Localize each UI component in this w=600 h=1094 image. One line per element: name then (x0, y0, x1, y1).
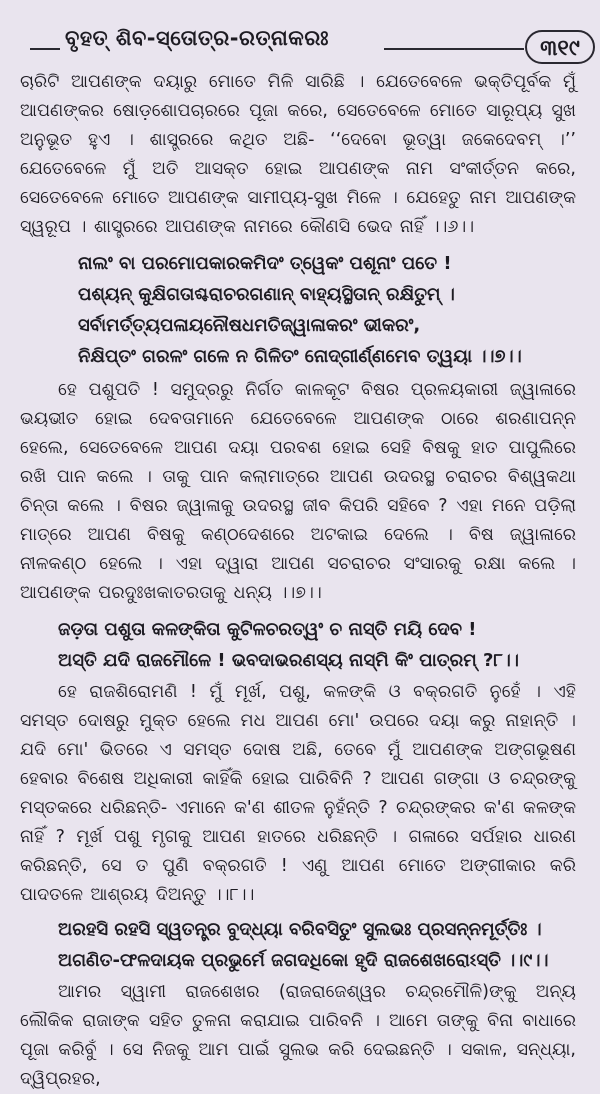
page-body (20, 68, 576, 1094)
verse-line: ସର୍ବାମର୍ତ୍ତ୍ୟପଳାୟନୌଷଧମତିଜ୍ୱାଳାକରଂ ଭୀକରଂ, (78, 315, 421, 336)
verse-7 (20, 248, 576, 372)
verse-8 (20, 614, 576, 676)
commentary-paragraph-9: ଆମର ସ୍ୱାମୀ ରାଜଶେଖର (ରାଜରାଜେଶ୍ୱର ଚନ୍ଦ୍ରମୌଳି)ଙ୍କୁ ଅନ୍ୟ ଲୌକିକ ରାଜାଙ୍କ ସହିତ ତୁଳନା କରାଯାଇ ପାରିବନି । ଆମେ ତାଙ୍କୁ ବିନା ବାଧାରେ ପୂଜା କରିବୁଁ । ସେ ନିଜକୁ ଆମ ପାଇଁ ସୁଲଭ କରି ଦେଇଛନ୍ତି । ସକାଳ, ସନ୍ଧ୍ୟା, ଦ୍ୱିପ୍ରହର, (20, 982, 576, 1089)
commentary-paragraph-7: ହେ ପଶୁପତି ! ସମୁଦ୍ରରୁ ନିର୍ଗତ କାଳକୂଟ ବିଷର ପ୍ରଳୟକାରୀ ଜ୍ୱାଳାରେ ଭୟଭୀତ ହୋଇ ଦେବତାମାନେ ଯେତେବେଳେ ଆପଣଙ୍କ ଠାରେ ଶରଣାପନ୍ନ ହେଲେ, ସେତେବେଳେ ଆପଣ ଦୟା ପରବଶ ହୋଇ ସେହି ବିଷକୁ ହାତ ପାପୁଲିରେ ରଖି ପାନ କଲେ । ତାକୁ ପାନ କଲାମାତ୍ରେ ଆପଣ ଉଦରସ୍ଥ ଚରାଚର ବିଶ୍ୱକଥା ଚିନ୍ତା କଲେ । ବିଷର ଜ୍ୱାଳାକୁ ଉଦରସ୍ଥ ଜୀବ କିପରି ସହିବେ ? ଏହା ମନେ ପଡ଼ିଲା ମାତ୍ରେ ଆପଣ ବିଷକୁ କଣ୍ଠଦେଶରେ ଅଟକାଇ ଦେଲେ । ବିଷ ଜ୍ୱାଳାରେ ନୀଳକଣ୍ଠ ହେଲେ । ଏହା ଦ୍ୱାରା ଆପଣ ସଚରାଚର ସଂସାରକୁ ରକ୍ଷା କଲେ । ଆପଣଙ୍କ ପରଦୁଃଖକାତରତାକୁ ଧନ୍ୟ ।।୭।। (20, 380, 576, 603)
page-number: ୩୧୯ (525, 30, 595, 64)
verse-line: ନାଲଂ ବା ପରମୋପକାରକମିଦଂ ତ୍ୱେକଂ ପଶୂନାଂ ପତେ ! (78, 253, 452, 274)
verse-line: ପଶ୍ୟନ୍ କୁକ୍ଷିଗତାଶ୍ଚରାଚରଗଣାନ୍ ବାହ୍ୟସ୍ଥିତାନ୍ ରକ୍ଷିତୁମ୍ । (78, 284, 455, 305)
verse-line: ଅରହସି ରହସି ସ୍ୱତନ୍ତ୍ର ବୁଦ୍ଧ୍ୟା ବରିବସିତୁଂ ସୁଲଭଃ ପ୍ରସନ୍ନମୂର୍ତ୍ତିଃ । (58, 919, 542, 940)
commentary-paragraph-8: ହେ ରାଜଶିରୋମଣି ! ମୁଁ ମୂର୍ଖ, ପଶୁ, କଳଙ୍କି ଓ ବକ୍ରଗତି ନୁହେଁ । ଏହି ସମସ୍ତ ଦୋଷରୁ ମୁକ୍ତ ହେଲେ ମଧ ଆପଣ ମୋ' ଉପରେ ଦୟା କରୁ ନାହାନ୍ତି । ଯଦି ମୋ' ଭିତରେ ଏ ସମସ୍ତ ଦୋଷ ଅଛି, ତେବେ ମୁଁ ଆପଣଙ୍କ ଅଙ୍ଗଭୂଷଣ ହେବାର ବିଶେଷ ଅଧିକାରୀ କାହିଁକି ହୋଇ ପାରିବିନି ? ଆପଣ ଗଙ୍ଗା ଓ ଚନ୍ଦ୍ରଙ୍କୁ ମସ୍ତକରେ ଧରିଛନ୍ତି- ଏମାନେ କ'ଣ ଶୀତଳ ନୁହଁନ୍ତି ? ଚନ୍ଦ୍ରଙ୍କର କ'ଣ କଳଙ୍କ ନାହିଁ ? ମୂର୍ଖ ପଶୁ ମୃଗକୁ ଆପଣ ହାତରେ ଧରିଛନ୍ତି । ଗଳାରେ ସର୍ପହାର ଧାରଣ କରିଛନ୍ତି, ସେ ତ ପୁଣି ବକ୍ରଗତି ! ଏଣୁ ଆପଣ ମୋତେ ଅଙ୍ଗୀକାର କରି ପାଦତଳେ ଆଶ୍ରୟ ଦିଅନ୍ତୁ ।।୮।। (20, 682, 576, 905)
verse-9 (20, 914, 576, 976)
verse-line: ଜଡ଼ତା ପଶୁତା କଳଙ୍କିତା କୁଟିଳଚରତ୍ୱଂ ଚ ନାସ୍ତି ମୟି ଦେବ ! (58, 619, 477, 640)
verse-line: ଅଗଣିତ-ଫଳଦାୟକ ପ୍ରଭୁର୍ମେ ଜଗଦଧିକୋ ହୃଦି ରାଜଶେଖରୋଽସ୍ତି ।।୯।। (58, 950, 549, 971)
header-rule-right (384, 48, 524, 50)
commentary-paragraph-6: ଚାରିଟି ଆପଣଙ୍କ ଦୟାରୁ ମୋତେ ମିଳି ସାରିଛି । ଯେତେବେଳେ ଭକ୍ତିପୂର୍ବକ ମୁଁ ଆପଣଙ୍କର ଷୋଡ଼ଶୋପଚାରରେ ପୂଜା କରେ, ସେତେବେଳେ ମୋତେ ସାରୂପ୍ୟ ସୁଖ ଅନୁଭୂତ ହୁଏ । ଶାସ୍ତ୍ରରେ କଥିତ ଅଛି- ‘‘ଦେବୋ ଭୂତ୍ୱା ଜକେଦେବମ୍ ।’’ ଯେତେବେଳେ ମୁଁ ଅତି ଆସକ୍ତ ହୋଇ ଆପଣଙ୍କ ନାମ ସଂକୀର୍ତ୍ତନ କରେ, ସେତେବେଳେ ମୋତେ ଆପଣଙ୍କ ସାମୀପ୍ୟ-ସୁଖ ମିଳେ । ଯେହେତୁ ନାମ ଆପଣଙ୍କ ସ୍ୱରୂପ । ଶାସ୍ତ୍ରରେ ଆପଣଙ୍କ ନାମରେ କୌଣସି ଭେଦ ନାହିଁ ।।୬।। (20, 72, 576, 237)
running-title: ବୃହତ୍ ଶିବ-ସ୍ତୋତ୍ର-ରତ୍ନାକରଃ (65, 26, 329, 50)
verse-line: ଅସ୍ତି ଯଦି ରାଜମୌଳେ ! ଭବଦାଭରଣସ୍ୟ ନାସ୍ମି କିଂ ପାତ୍ରମ୍ ?୮।। (58, 650, 519, 671)
verse-line: ନିକ୍ଷିପ୍ତଂ ଗରଳଂ ଗଳେ ନ ଗିଳିତଂ ନୋଦ୍ଗୀର୍ଣ୍ଣମେବ ତ୍ୱୟା ।।୭।। (78, 346, 522, 367)
page-header (20, 0, 580, 62)
header-rule-left (30, 48, 60, 50)
